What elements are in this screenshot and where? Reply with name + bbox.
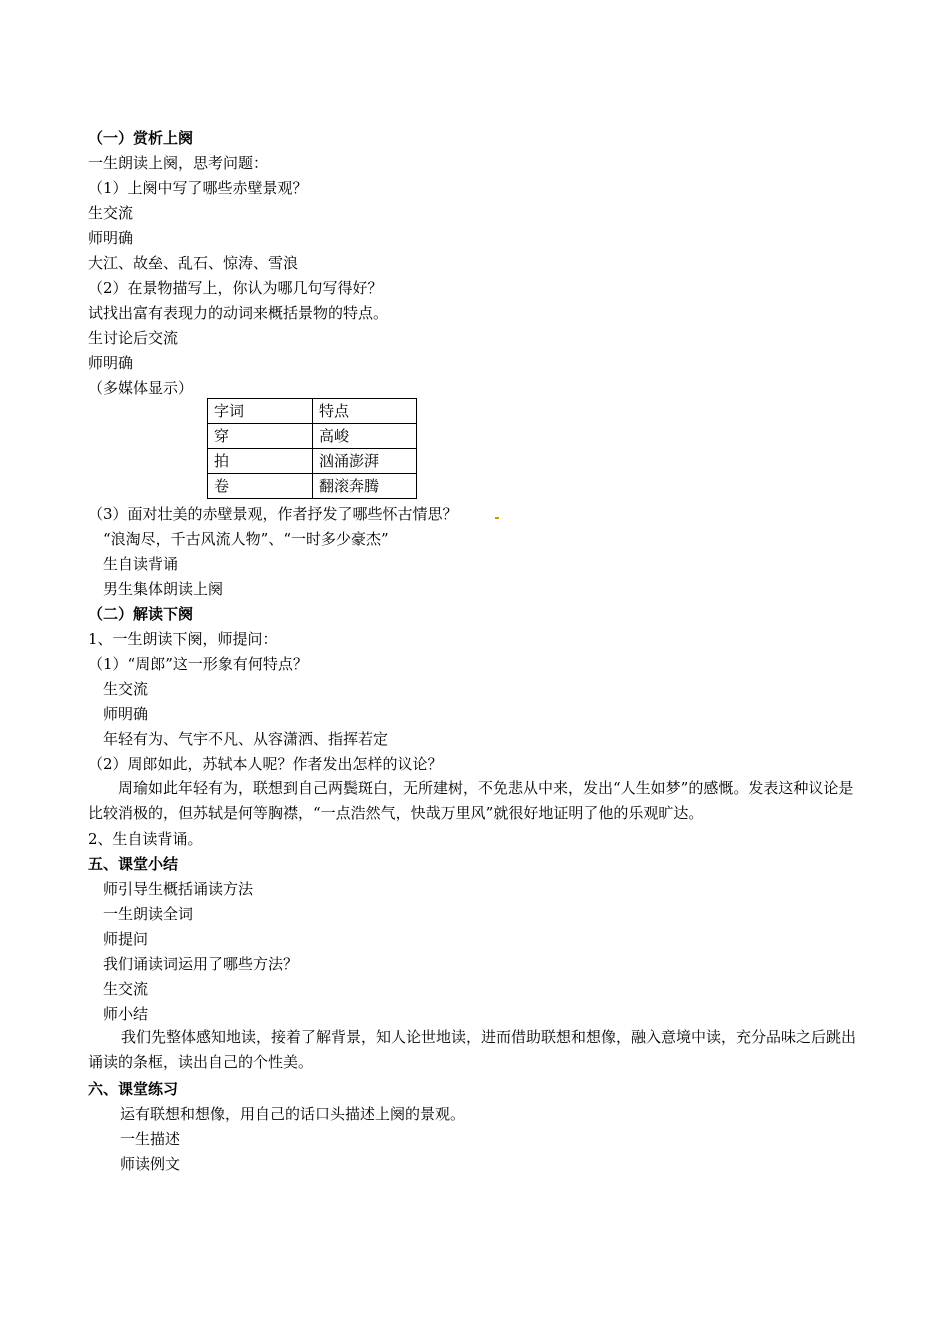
text-line: （1）“周郎”这一形象有何特点？ xyxy=(88,655,308,673)
table-row xyxy=(208,474,417,499)
table-header-cell: 字词 xyxy=(208,399,313,424)
text-line: 师小结 xyxy=(103,1005,149,1023)
text-line: 一生朗读上阕，思考问题： xyxy=(88,154,269,172)
text-line: 师读例文 xyxy=(120,1155,181,1173)
text-line: 我们诵读词运用了哪些方法？ xyxy=(103,955,299,973)
text-line: 1、一生朗读下阕，师提问： xyxy=(88,630,278,648)
text-line: 师明确 xyxy=(88,229,134,247)
paragraph-zhou-yu: 周瑜如此年轻有为，联想到自己两鬓斑白，无所建树，不免悲从中来，发出“人生如梦”的感慨。发表这种议论是比较消极的，但苏轼是何等胸襟，“一点浩然气，快哉万里风”就很好地证明了他的乐观旷达。 xyxy=(88,779,854,822)
text-line: 年轻有为、气宇不凡、从容潇洒、指挥若定 xyxy=(103,730,389,748)
text-line: 一生朗读全词 xyxy=(103,905,194,923)
table-cell: 穿 xyxy=(208,424,313,449)
table-cell: 翻滚奔腾 xyxy=(313,474,417,499)
text-line: 师引导生概括诵读方法 xyxy=(103,880,254,898)
table-row xyxy=(208,424,417,449)
paragraph-summary: 我们先整体感知地读，接着了解背景，知人论世地读，进而借助联想和想像，融入意境中读，充分品味之后跳出诵读的条框，读出自己的个性美。 xyxy=(88,1028,857,1071)
table-cell: 卷 xyxy=(208,474,313,499)
text-line: 师明确 xyxy=(103,705,149,723)
text-line: （1）上阕中写了哪些赤壁景观？ xyxy=(88,179,308,197)
edit-mark xyxy=(495,517,499,519)
text-line: 男生集体朗读上阕 xyxy=(103,580,224,598)
text-line: 一生描述 xyxy=(120,1130,181,1148)
text-line: 生交流 xyxy=(103,680,149,698)
table-cell: 汹涌澎湃 xyxy=(313,449,417,474)
text-line: （3）面对壮美的赤壁景观，作者抒发了哪些怀古情思？ xyxy=(88,505,458,523)
table-row xyxy=(208,449,417,474)
text-line: （2）周郎如此，苏轼本人呢？作者发出怎样的议论？ xyxy=(88,755,443,773)
word-feature-table xyxy=(207,398,417,499)
table-cell: 拍 xyxy=(208,449,313,474)
section-heading-interpret-lower: （二）解读下阕 xyxy=(88,605,194,623)
table-header-cell: 特点 xyxy=(313,399,417,424)
text-line: 试找出富有表现力的动词来概括景物的特点。 xyxy=(88,304,389,322)
text-line: 生自读背诵 xyxy=(103,555,179,573)
table-header-row xyxy=(208,399,417,424)
text-line: 师明确 xyxy=(88,354,134,372)
text-line: 运有联想和想像，用自己的话口头描述上阕的景观。 xyxy=(120,1105,466,1123)
text-line: 生讨论后交流 xyxy=(88,329,179,347)
text-line: 生交流 xyxy=(88,204,134,222)
section-heading-exercise: 六、课堂练习 xyxy=(88,1080,179,1098)
text-line: “浪淘尽，千古风流人物”、“一时多少豪杰” xyxy=(103,530,389,548)
text-line: 2、生自读背诵。 xyxy=(88,830,203,848)
text-line: （多媒体显示） xyxy=(88,379,194,397)
text-line: 师提问 xyxy=(103,930,149,948)
section-heading-appreciate-upper: （一）赏析上阕 xyxy=(88,129,194,147)
table-cell: 高峻 xyxy=(313,424,417,449)
section-heading-summary: 五、课堂小结 xyxy=(88,855,179,873)
text-line: （2）在景物描写上，你认为哪几句写得好？ xyxy=(88,279,383,297)
text-line: 生交流 xyxy=(103,980,149,998)
text-line: 大江、故垒、乱石、惊涛、雪浪 xyxy=(88,254,299,272)
